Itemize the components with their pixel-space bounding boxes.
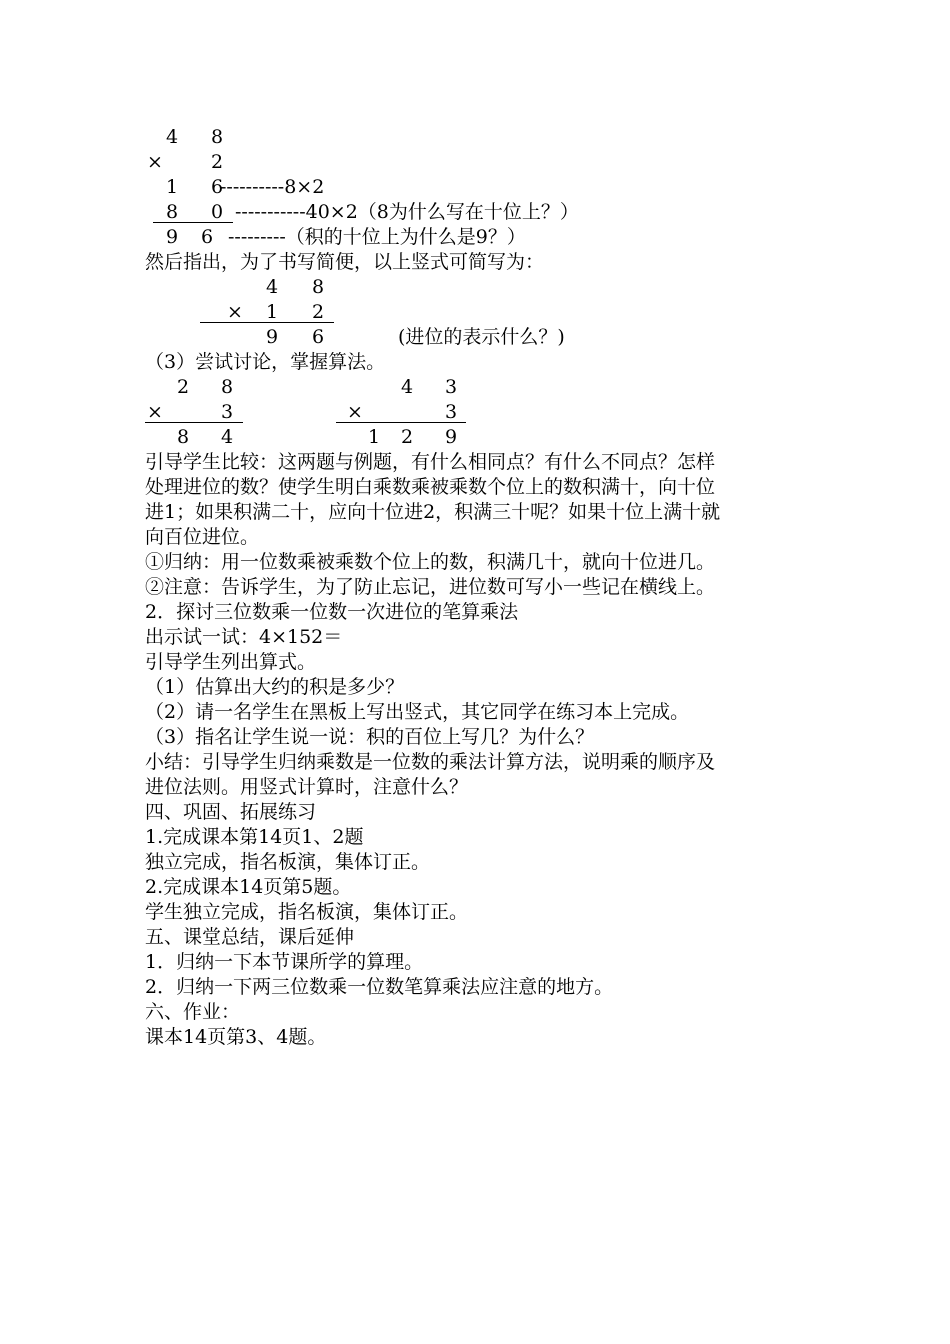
text-line: ①归纳：用一位数乘被乘数个位上的数，积满几十，就向十位进几。 — [145, 551, 716, 573]
calc1-p1-note: ----------8×2 — [220, 176, 325, 198]
text-line: 出示试一试：4×152＝ — [145, 626, 343, 648]
section-heading: 五、课堂总结，课后延伸 — [145, 926, 355, 948]
text-line: ②注意：告诉学生，为了防止忘记，进位数可写小一些记在横线上。 — [145, 576, 716, 598]
calc2-m1-ones: 8 — [311, 276, 325, 298]
calc4-line — [336, 422, 466, 423]
calc1-m1-ones: 8 — [210, 126, 224, 148]
step-3: （3）尝试讨论，掌握算法。 — [145, 351, 386, 373]
calc3-m1-ones: 8 — [220, 376, 234, 398]
simplify-text: 然后指出，为了书写简便，以上竖式可简写为： — [145, 251, 545, 273]
text-line: 2．归纳一下两三位数乘一位数笔算乘法应注意的地方。 — [145, 976, 614, 998]
text-line: 1.完成课本第14页1、2题 — [145, 826, 364, 848]
calc4-m1-ones: 3 — [444, 376, 458, 398]
calc1-p2-tens: 8 — [165, 201, 179, 223]
calc1-p1-tens: 1 — [165, 176, 179, 198]
text-line: 2.完成课本14页第5题。 — [145, 876, 352, 898]
calc3-result-ones: 4 — [220, 426, 234, 448]
calc1-multiply-sign: × — [147, 151, 163, 173]
calc3-m2: 3 — [220, 401, 234, 423]
text-line: 进1；如果积满二十，应向十位进2，积满三十呢？如果十位上满十就 — [145, 501, 721, 523]
calc2-m2: 2 — [311, 301, 325, 323]
calc2-line — [200, 322, 334, 323]
calc3-m1-tens: 2 — [176, 376, 190, 398]
calc2-result-ones: 6 — [311, 326, 325, 348]
calc2-result-tens: 9 — [265, 326, 279, 348]
calc1-result-note: ---------（积的十位上为什么是9？） — [228, 226, 526, 248]
calc1-p1-ones: 6 — [210, 176, 224, 198]
text-line: 引导学生列出算式。 — [145, 651, 317, 673]
section-heading: 2．探讨三位数乘一位数一次进位的笔算乘法 — [145, 601, 519, 623]
section-heading: 四、巩固、拓展练习 — [145, 801, 317, 823]
text-line: 处理进位的数？使学生明白乘数乘被乘数个位上的数积满十，向十位 — [145, 476, 716, 498]
calc2-note: (进位的表示什么？) — [398, 326, 565, 348]
calc1-sum-line — [153, 222, 233, 223]
text-line: 小结：引导学生归纳乘数是一位数的乘法计算方法，说明乘的顺序及 — [145, 751, 716, 773]
text-line: 课本14页第3、4题。 — [145, 1026, 327, 1048]
calc2-multiply-sign: × — [227, 301, 243, 323]
calc1-result-tens: 9 — [165, 226, 179, 248]
calc1-m2: 2 — [210, 151, 224, 173]
calc3-line — [145, 422, 243, 423]
calc1-p2-ones: 0 — [210, 201, 224, 223]
text-line: 学生独立完成，指名板演，集体订正。 — [145, 901, 469, 923]
calc4-result-ones: 9 — [444, 426, 458, 448]
text-line: （2）请一名学生在黑板上写出竖式，其它同学在练习本上完成。 — [145, 701, 690, 723]
calc4-m2: 3 — [444, 401, 458, 423]
text-line: 1．归纳一下本节课所学的算理。 — [145, 951, 424, 973]
text-line: 进位法则。用竖式计算时，注意什么？ — [145, 776, 469, 798]
text-line: 引导学生比较：这两题与例题，有什么相同点？有什么不同点？怎样 — [145, 451, 716, 473]
calc4-result-tens: 2 — [400, 426, 414, 448]
text-line: 独立完成，指名板演，集体订正。 — [145, 851, 431, 873]
calc4-multiply-sign: × — [347, 401, 363, 423]
text-line: 向百位进位。 — [145, 526, 260, 548]
calc1-p2-note: -----------40×2（8为什么写在十位上？） — [235, 201, 579, 223]
calc2-carry-digit: 1 — [265, 301, 279, 323]
calc3-result-tens: 8 — [176, 426, 190, 448]
calc1-result-ones: 6 — [200, 226, 214, 248]
calc4-result-hundreds: 1 — [367, 426, 381, 448]
calc3-multiply-sign: × — [147, 401, 163, 423]
text-line: （1）估算出大约的积是多少？ — [145, 676, 405, 698]
calc1-m1-tens: 4 — [165, 126, 179, 148]
section-heading: 六、作业： — [145, 1001, 241, 1023]
calc4-m1-tens: 4 — [400, 376, 414, 398]
text-line: （3）指名让学生说一说：积的百位上写几？为什么？ — [145, 726, 595, 748]
calc2-m1-tens: 4 — [265, 276, 279, 298]
